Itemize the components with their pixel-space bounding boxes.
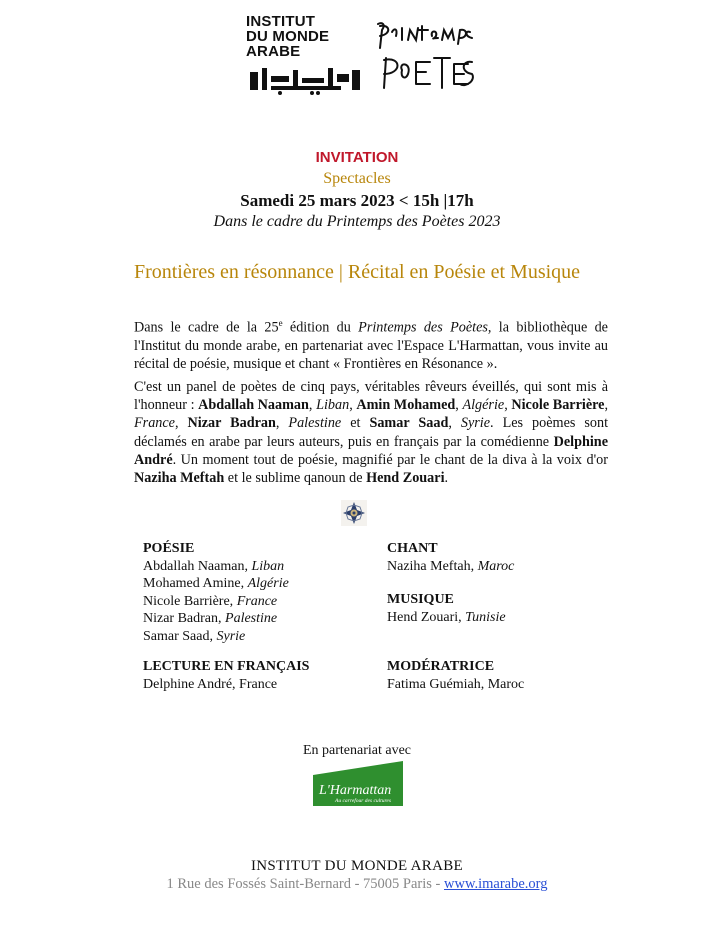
ima-logo-line3: ARABE <box>246 43 301 60</box>
harmattan-logo-tagline: Au carrefour des cultures <box>335 798 391 804</box>
harmattan-logo-name: L'Harmattan <box>319 783 392 798</box>
ima-logo <box>246 14 364 96</box>
credit-row: Naziha Meftah, Maroc <box>387 558 515 574</box>
musique-credits <box>387 591 506 626</box>
event-title: Frontières en résonnance | Récital en Poésie et Musique <box>133 261 581 283</box>
moderatrice-credits <box>387 658 524 693</box>
footer-address: 1 Rue des Fossés Saint-Bernard - 75005 Paris - www.imarabe.org <box>166 876 548 892</box>
ornament-icon <box>341 500 367 526</box>
poesie-heading: POÉSIE <box>143 541 195 556</box>
credit-row: Hend Zouari, Tunisie <box>387 609 506 625</box>
ima-logo-text <box>246 14 329 59</box>
ima-logo-line1: INSTITUT <box>246 13 316 30</box>
credit-row: Nizar Badran, Palestine <box>143 611 278 626</box>
panel-paragraph: C'est un panel de poètes de cinq pays, véritables rêveurs éveillés, qui sont mis à l'honneur : Abdallah Naaman, Liban, Amin Mohamed, Algérie, Nicole Barrière, France, Nizar Badran, Palestine et Samar Saad, Syrie. Les poèmes sont déclamés en arabe par leurs auteurs, puis en français par la comédienne Delphine André. Un moment tout de poésie, magnifié par le chant de la diva à la voix d'or Naziha Meftah et le sublime qanoun de Hend Zouari. <box>134 379 609 487</box>
lecture-heading: LECTURE EN FRANÇAIS <box>143 659 310 674</box>
ima-logo-line2: DU MONDE <box>246 28 330 45</box>
credit-row: Mohamed Amine, Algérie <box>143 576 289 591</box>
musique-heading: MUSIQUE <box>387 592 454 607</box>
spectacles-label: Spectacles <box>323 170 391 187</box>
printemps-des-poetes-logo <box>372 18 476 94</box>
credit-row: Samar Saad, Syrie <box>143 628 246 644</box>
poesie-credits <box>143 540 289 645</box>
lecture-credits <box>143 658 309 693</box>
harmattan-logo <box>313 761 403 806</box>
website-link[interactable]: www.imarabe.org <box>444 876 548 892</box>
event-date: Samedi 25 mars 2023 < 15h |17h <box>240 191 474 210</box>
credit-row: Nicole Barrière, France <box>143 593 278 609</box>
partner-label: En partenariat avec <box>302 743 412 758</box>
credit-row: Delphine André, France <box>143 676 278 692</box>
ima-arabic-calligraphy <box>246 64 364 96</box>
credit-row: Fatima Guémiah, Maroc <box>387 676 525 692</box>
moderatrice-heading: MODÉRATRICE <box>387 659 495 674</box>
credit-row: Abdallah Naaman, Liban <box>143 558 285 574</box>
chant-heading: CHANT <box>387 541 438 556</box>
invitation-heading: INVITATION <box>315 149 399 166</box>
intro-paragraph: Dans le cadre de la 25e édition du Printemps des Poètes, la bibliothèque de l'Institut du monde arabe, en partenariat avec l'Espace L'Harmattan, vous invite au récital de poésie, musique et chant « Frontières en Résonance ». <box>134 318 608 373</box>
chant-credits <box>387 540 514 575</box>
event-context: Dans le cadre du Printemps des Poètes 2023 <box>213 213 501 230</box>
footer-institution: INSTITUT DU MONDE ARABE <box>250 858 464 874</box>
